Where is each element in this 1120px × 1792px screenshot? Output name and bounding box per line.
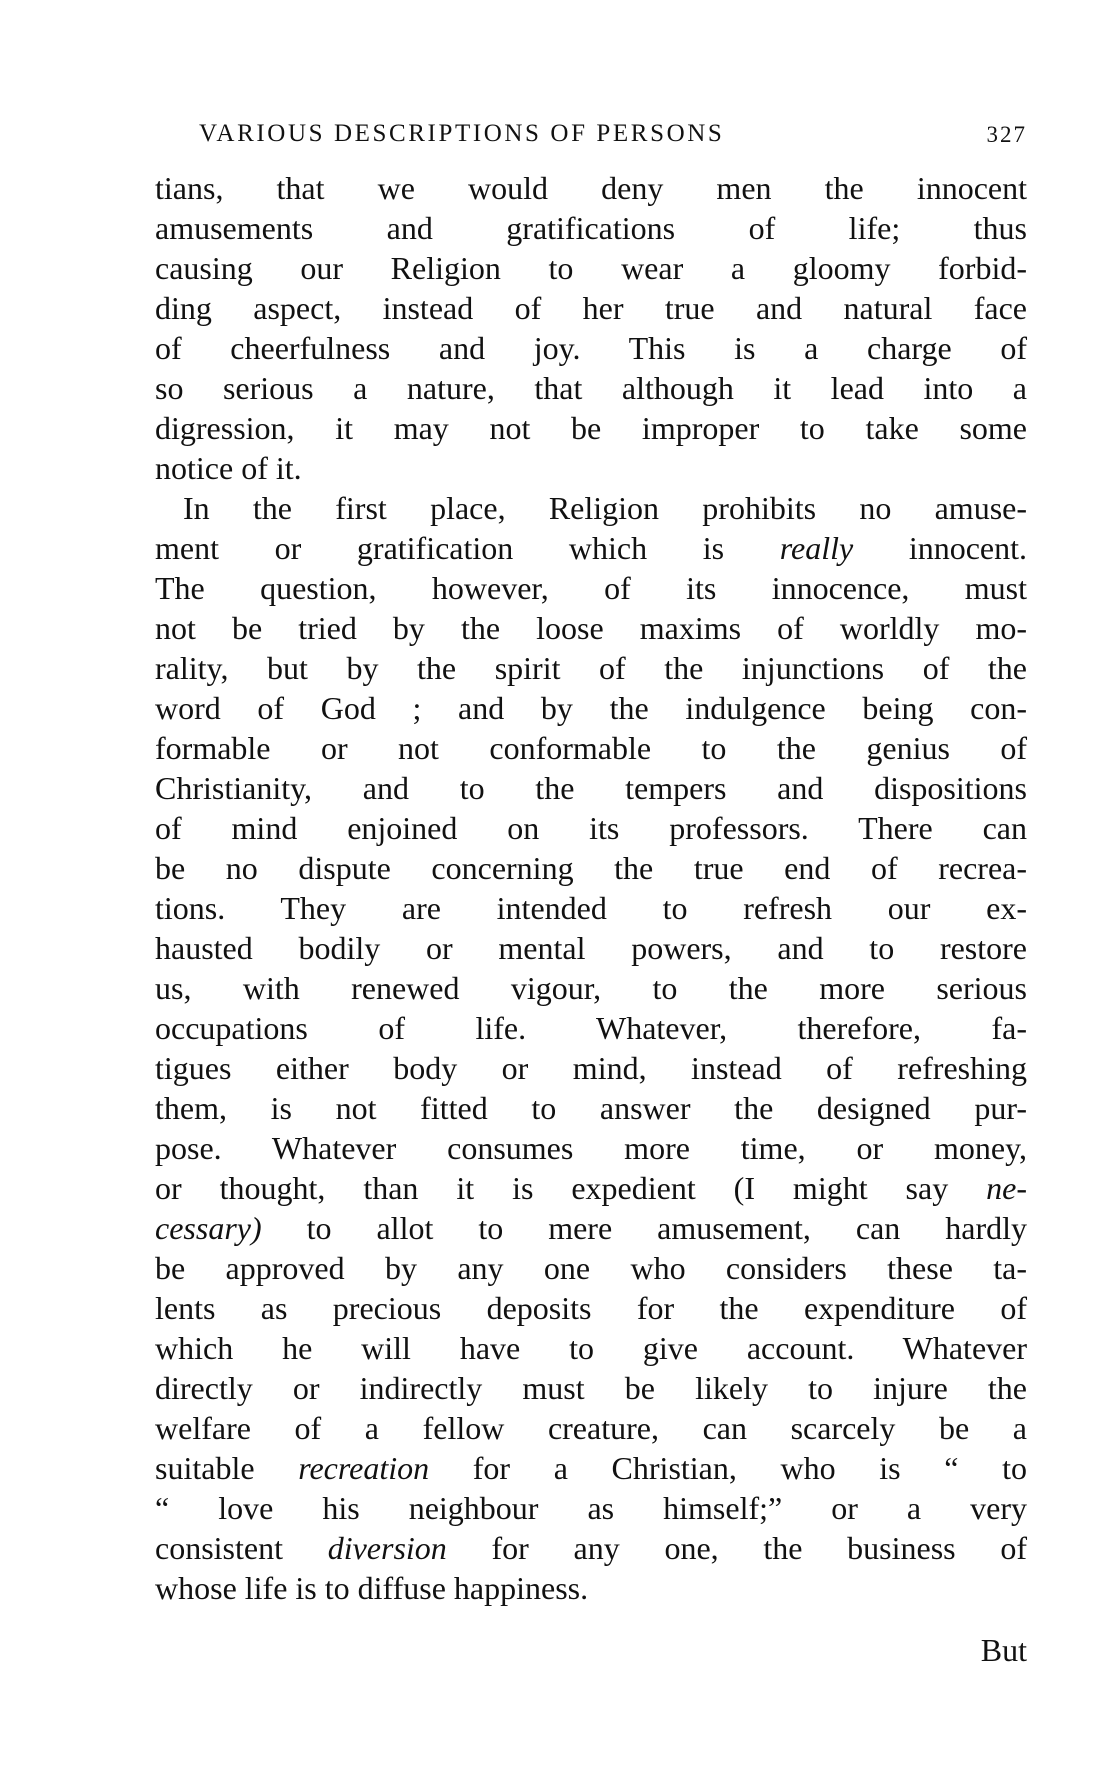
text-segment: for any one, the business of [446,1530,1028,1566]
text-segment: be approved by any one who considers these ta- [155,1250,1027,1286]
text-segment: rality, but by the spirit of the injunctions of the [155,650,1027,686]
catchword: But [980,1632,1027,1668]
text-line [155,888,1027,928]
text-segment: word of God ; and by the indulgence being con- [155,690,1027,726]
text-line [155,408,1027,448]
text-segment: not be tried by the loose maxims of worldly mo- [155,610,1027,646]
text-segment: pose. Whatever consumes more time, or money, [155,1130,1027,1166]
text-segment: tians, that we would deny men the innocent [155,170,1027,206]
text-segment: be no dispute concerning the true end of recrea- [155,850,1027,886]
text-segment: us, with renewed vigour, to the more serious [155,970,1027,1006]
text-segment: notice of it. [155,450,302,486]
italic-text: really [779,530,854,566]
text-segment: lents as precious deposits for the expenditure of [155,1290,1027,1326]
text-segment: Christianity, and to the tempers and dispositions [155,770,1027,806]
italic-text: cessary) [155,1210,262,1246]
text-segment: directly or indirectly must be likely to injure the [155,1370,1027,1406]
running-header [155,120,1027,156]
text-segment: digression, it may not be improper to take some [155,410,1027,446]
text-line [155,848,1027,888]
body-text [155,168,1027,1608]
text-line [155,1568,1027,1608]
page-number: 327 [986,122,1027,147]
text-segment: which he will have to give account. Whatever [155,1330,1027,1366]
text-segment: “ love his neighbour as himself;” or a very [155,1490,1027,1526]
text-line [155,968,1027,1008]
text-segment: consistent [155,1530,328,1566]
text-segment: whose life is to diffuse happiness. [155,1570,589,1606]
text-segment: innocent. [853,530,1028,566]
text-line [155,1088,1027,1128]
text-segment: to allot to mere amusement, can hardly [261,1210,1027,1246]
text-segment: tigues either body or mind, instead of refreshing [155,1050,1027,1086]
text-line [155,488,1027,528]
text-line [155,288,1027,328]
text-line [155,1128,1027,1168]
text-segment: suitable [155,1450,299,1486]
italic-text: recreation [298,1450,430,1486]
text-line [155,448,1027,488]
text-line [155,728,1027,768]
text-line [155,1048,1027,1088]
italic-text: diversion [327,1530,447,1566]
text-line [155,608,1027,648]
text-line [155,248,1027,288]
text-line [155,1448,1027,1488]
text-line [155,368,1027,408]
text-segment: causing our Religion to wear a gloomy forbid- [155,250,1027,286]
text-line [155,1328,1027,1368]
text-line [155,568,1027,608]
text-line [155,1528,1027,1568]
paragraph [155,168,1027,488]
text-segment: In the first place, Religion prohibits no amuse- [183,490,1027,526]
text-line [155,208,1027,248]
text-line [155,1288,1027,1328]
italic-text: ne- [986,1170,1027,1206]
text-line [155,768,1027,808]
text-line [155,1408,1027,1448]
text-segment: amusements and gratifications of life; thus [155,210,1027,246]
text-segment: occupations of life. Whatever, therefore, fa- [155,1010,1027,1046]
text-line [155,1488,1027,1528]
text-line [155,168,1027,208]
text-line [155,1208,1027,1248]
text-segment: formable or not conformable to the genius of [155,730,1027,766]
text-segment: tions. They are intended to refresh our ex- [155,890,1027,926]
text-segment: for a Christian, who is “ to [429,1450,1028,1486]
text-segment: welfare of a fellow creature, can scarcely be a [155,1410,1027,1446]
text-segment: of cheerfulness and joy. This is a charge of [155,330,1027,366]
text-segment: them, is not fitted to answer the designed pur- [155,1090,1027,1126]
text-line [155,528,1027,568]
text-line [155,1248,1027,1288]
text-segment: The question, however, of its innocence, must [155,570,1027,606]
text-segment: of mind enjoined on its professors. There can [155,810,1027,846]
text-line [155,1008,1027,1048]
paragraph [155,488,1027,1608]
text-segment: hausted bodily or mental powers, and to restore [155,930,1027,966]
text-segment: or thought, than it is expedient (I might say [155,1170,987,1206]
text-line [155,1168,1027,1208]
text-line [155,688,1027,728]
text-line [155,648,1027,688]
running-title: VARIOUS DESCRIPTIONS OF PERSONS [199,120,725,147]
text-line [155,328,1027,368]
text-line [155,928,1027,968]
text-line [155,808,1027,848]
text-segment: so serious a nature, that although it lead into a [155,370,1027,406]
text-line [155,1368,1027,1408]
text-segment: ding aspect, instead of her true and natural face [155,290,1027,326]
text-segment: ment or gratification which is [155,530,780,566]
